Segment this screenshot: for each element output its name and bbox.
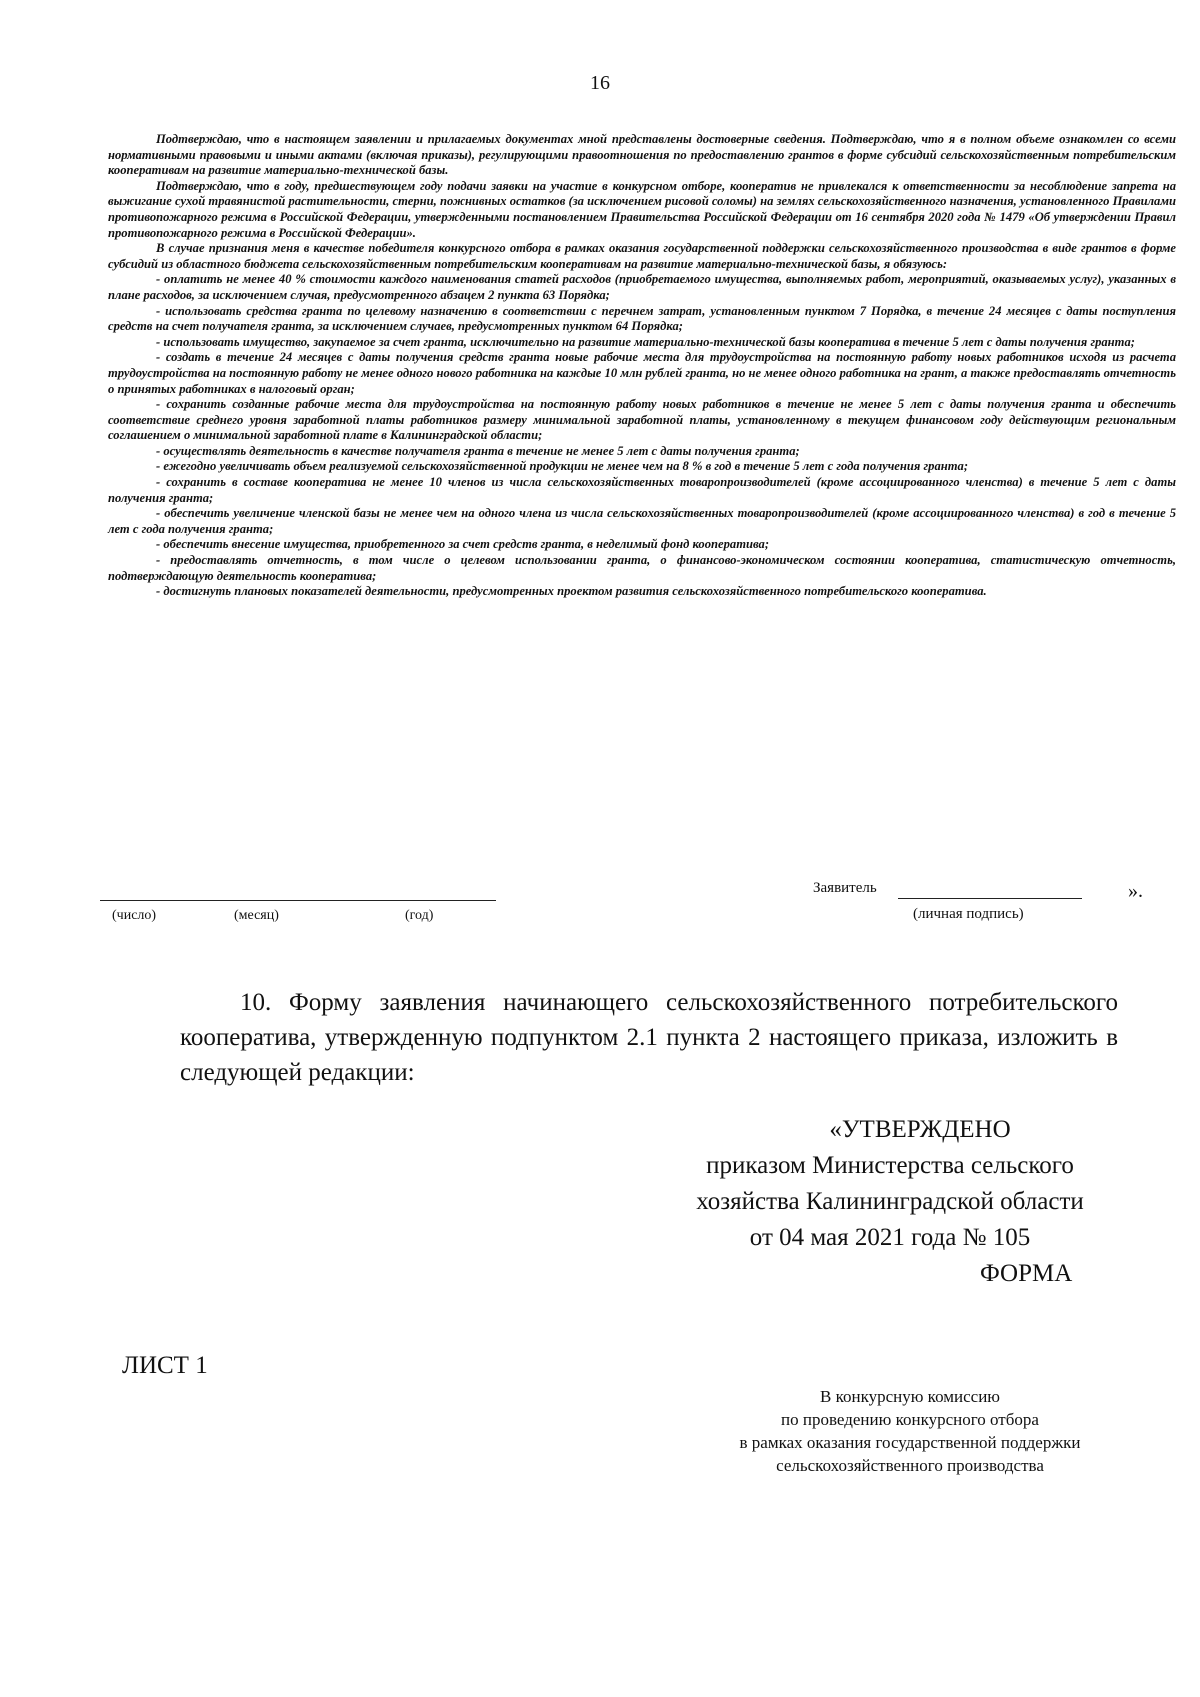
approved-line: хозяйства Калининградской области — [696, 1188, 1084, 1215]
obligation-item: - использовать средства гранта по целевому назначению в соответствии с перечнем затрат, установленным пунктом 7 Порядка, в течение 24 месяцев с даты поступления средств на счет получателя гранта, за исключением случаев, предусмотренных пунктом 64 Порядка; — [108, 303, 1176, 334]
confirmation-paragraph-2: Подтверждаю, что в году, предшествующем году подачи заявки на участие в конкурсном отборе, кооператив не привлекался к ответственности за несоблюдение запрета на выжигание сухой травянистой растительности, стерни, пожнивных остатков (за исключением рисовой соломы) на землях сельскохозяйственного назначения, установленного Правилами противопожарного режима в Российской Федерации, утвержденными постановлением Правительства Российской Федерации от 16 сентября 2020 года № 1479 «Об утверждении Правил противопожарного режима в Российской Федерации». — [108, 178, 1176, 240]
date-field-line[interactable] — [100, 900, 496, 901]
obligation-item: - ежегодно увеличивать объем реализуемой сельскохозяйственной продукции не менее чем на 8 % в год в течение 5 лет с года получения гранта; — [156, 459, 969, 474]
confirmation-paragraph-1: Подтверждаю, что в настоящем заявлении и прилагаемых документах мной представлены достоверные сведения. Подтверждаю, что я в полном объеме ознакомлен со всеми нормативными правовыми и иными актами (включая приказы), регулирующими правоотношения по предоставлению грантов в форме субсидий сельскохозяйственным потребительским кооперативам на развитие материально-технической базы. — [108, 132, 1176, 178]
addressee-line: по проведению конкурсного отбора — [781, 1410, 1039, 1429]
obligation-item: - создать в течение 24 месяцев с даты получения средств гранта новые рабочие места для трудоустройства на постоянную работу новых работников исходя из расчета трудоустройства на постоянную работу не менее одного нового работника на каждые 10 млн рублей гранта, но не менее одного работника на грант, а также предоставлять отчетность о принятых работниках в налоговый орган; — [108, 350, 1176, 396]
obligation-item: - сохранить созданные рабочие места для трудоустройства на постоянную работу новых работников в течение не менее 5 лет с даты получения гранта и обеспечить соответствие среднего уровня заработной платы работников размеру минимальной заработной платы, установленному в текущем финансовом году действующим региональным соглашением о минимальной заработной плате в Калининградской области; — [108, 397, 1176, 443]
closing-quote: ». — [1128, 880, 1143, 902]
form-label: ФОРМА — [980, 1260, 1073, 1287]
sheet-label: ЛИСТ 1 — [122, 1352, 208, 1379]
obligation-item: - обеспечить увеличение членской базы не менее чем на одного члена из числа сельскохозяйственных товаропроизводителей (кроме ассоциированного членства) в год в течение 5 лет с года получения гранта; — [108, 506, 1176, 536]
obligation-intro: В случае признания меня в качестве победителя конкурсного отбора в рамках оказания государственной поддержки сельскохозяйственного производства в виде грантов в форме субсидий из областного бюджета сельскохозяйственным потребительским кооперативам на развитие материально-технической базы, я обязуюсь: — [108, 241, 1176, 271]
addressee-line: В конкурсную комиссию — [819, 1387, 1000, 1406]
approval-stamp-block — [640, 1112, 1140, 1256]
applicant-statement — [108, 132, 1176, 600]
approved-line: приказом Министерства сельского — [706, 1152, 1074, 1179]
applicant-label: Заявитель — [813, 880, 877, 896]
addressee-line: в рамках оказания государственной поддержки — [739, 1433, 1081, 1452]
obligation-item: - сохранить в составе кооператива не менее 10 членов из числа сельскохозяйственных товаропроизводителей (кроме ассоциированного членства) в течение 5 лет с даты получения гранта; — [108, 475, 1176, 505]
approved-date-line: от 04 мая 2021 года № 105 — [749, 1224, 1031, 1251]
point-10-text: 10. Форму заявления начинающего сельскохозяйственного потребительского кооператива, утвержденную подпунктом 2.1 пункта 2 настоящего приказа, изложить в следующей редакции: — [180, 989, 1118, 1086]
obligation-item: - оплатить не менее 40 % стоимости каждого наименования статей расходов (приобретаемого имущества, выполняемых работ, мероприятий, оказываемых услуг), указанных в плане расходов, за исключением случая, предусмотренного абзацем 2 пункта 63 Порядка; — [108, 272, 1176, 302]
signature-label: (личная подпись) — [913, 906, 1024, 922]
year-label: (год) — [405, 908, 434, 923]
page-number: 16 — [590, 72, 610, 94]
obligation-item: - предоставлять отчетность, в том числе о целевом использовании гранта, о финансово-экономическом состоянии кооператива, статистическую отчетность, подтверждающую деятельность кооператива; — [108, 553, 1176, 583]
approved-heading: «УТВЕРЖДЕНО — [829, 1116, 1011, 1143]
addressee-block — [700, 1385, 1120, 1477]
addressee-line: сельскохозяйственного производства — [776, 1456, 1044, 1475]
obligation-item: - обеспечить внесение имущества, приобретенного за счет средств гранта, в неделимый фонд кооператива; — [156, 537, 770, 552]
month-label: (месяц) — [234, 908, 279, 923]
signature-field-line[interactable] — [898, 898, 1082, 899]
obligation-item: - использовать имущество, закупаемое за счет гранта, исключительно на развитие материально-технической базы кооператива в течение 5 лет с даты получения гранта; — [156, 334, 1135, 349]
signature-area — [0, 880, 1200, 940]
obligation-item: - достигнуть плановых показателей деятельности, предусмотренных проектом развития сельскохозяйственного потребительского кооператива. — [156, 584, 987, 599]
day-label: (число) — [112, 908, 157, 923]
obligation-item: - осуществлять деятельность в качестве получателя гранта в течение не менее 5 лет с даты получения гранта; — [156, 443, 800, 458]
amendment-point-10 — [180, 985, 1118, 1090]
